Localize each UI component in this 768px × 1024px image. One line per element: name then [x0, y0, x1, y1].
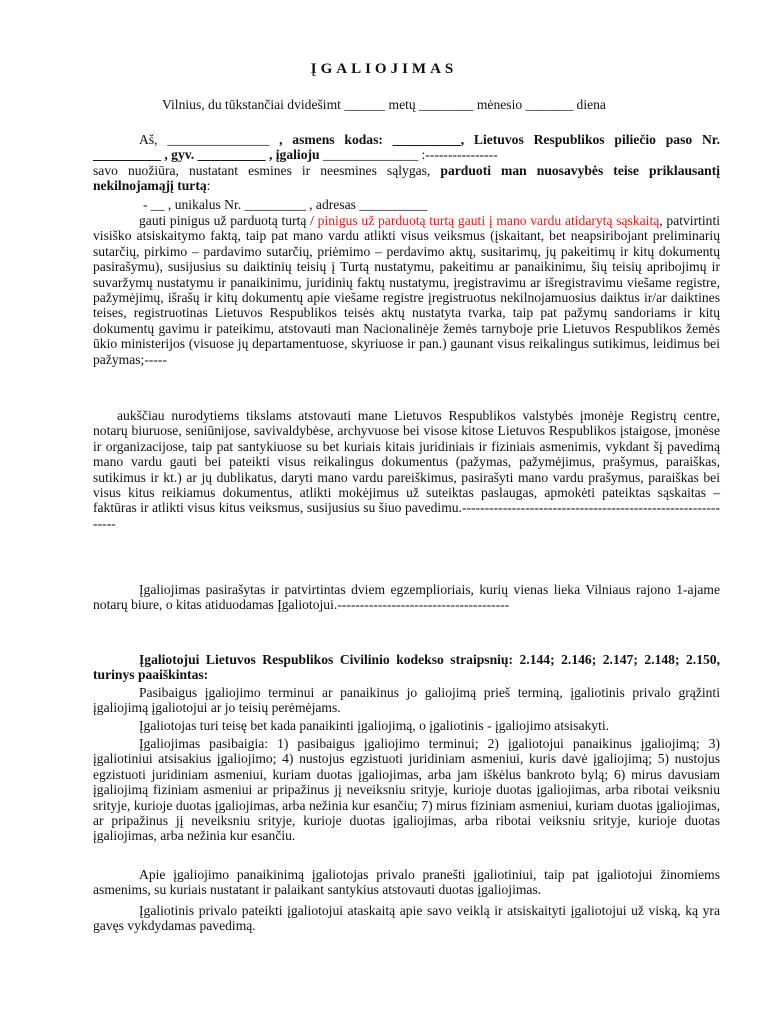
return-paragraph: Pasibaigus įgaliojimo terminui ar panaikinus jo galiojimą prieš terminą, įgaliotinis privalo grąžinti įgaliojimą įgaliotojui ar jo teisių perėmėjams.	[93, 685, 720, 716]
principal-name-text: Aš, _______________	[139, 132, 280, 147]
sale-paragraph	[93, 163, 720, 194]
authorize-keyword: įgalioju	[275, 147, 320, 163]
property-bullet: - __ , unikalus Nr. _________ , adresas __________	[143, 197, 428, 212]
sale-text-c: :	[206, 178, 211, 194]
document-title: ĮGALIOJIMAS	[310, 61, 458, 77]
sale-text-a: savo nuožiūra, nustatant esmines ir neesmines sąlygas,	[93, 163, 441, 178]
notification-paragraph: Apie įgaliojimo panaikinimą įgaliotojas privalo pranešti įgaliotiniui, taip pat įgaliotojui žinomiems asmenims, su kuriais nustatant ir palaikant santykius atstovauti duotas įgaliojimas.	[93, 867, 720, 898]
payment-text-a: gauti pinigus už parduotą turtą /	[139, 213, 318, 228]
copies-paragraph: Įgaliojimas pasirašytas ir patvirtintas dviem egzemplioriais, kurių vienas lieka Vilniaus rajono 1-ajame notarų biure, o kitas atiduodamas Įgaliotojui.--------------------------------------	[93, 582, 720, 613]
date-line: Vilnius, du tūkstančiai dvidešimt ______ metų ________ mėnesio _______ diena	[162, 97, 606, 112]
sale-text-bold: parduoti man nuosavybės teise priklausantį nekilnojamąjį turtą	[93, 163, 721, 194]
payment-text-red: pinigus už parduotą turtą gauti į mano vardu atidarytą sąskaitą	[317, 213, 660, 228]
termination-paragraph: Įgaliojimas pasibaigia: 1) pasibaigus įgaliojimo terminui; 2) įgaliotojui panaikinus įgaliojimą; 3) įgaliotiniui atsisakius įgaliojimo; 4) nustojus egzistuoti juridiniam asmeniui, kuris davė įgaliojimą; 5) nustojus egzistuoti juridiniam asmeniui, kuriam duotas įgaliojimas, arba jam iškėlus bankroto bylą; 6) mirus davusiam įgaliojimą fiziniam asmeniui ar pripažinus jį neveiksniu srityje, kurioje duotas įgaliojimas, arba ribotai veiksniu srityje, kurioje duotas įgaliojimas, arba nežinia kur esančiu; 7) mirus fiziniam asmeniui, kuriam duotas įgaliojimas, ar pripažinus jį neveiksniu srityje, kurioje duotas įgaliojimas, arba ribotai veiksniu srityje, kurioje duotas įgaliojimas, arba nežinia kur esančiu.	[93, 736, 720, 844]
report-paragraph: Įgaliotinis privalo pateikti įgaliotojui ataskaitą apie savo veiklą ir atsiskaityti įgaliotojui už viską, ką yra gavęs vykdydamas pavedimą.	[93, 903, 720, 934]
payment-text-b: , patvirtinti visiško atsiskaitymo faktą, taip pat mano vardu atlikti visus veiksmus (įskaitant, bet neapsiribojant preliminarių sutarčių, pirkimo – pardavimo sutarčių, priėmimo – perdavimo aktų, susitarimų, jų pakeitimų ir kitų dokumentų pasirašymu), susijusius su daiktinių teisių į Turtą nustatymu, pakeitimu ar panaikinimu, šių teisių apribojimų ir suvaržymų nustatymu ir panaikinimu, juridinių faktų nustatymu, įregistravimu ar išregistravimu viešame registre, pažymėjimų, išrašų ir kitų dokumentų apie viešame registre įregistruotus nekilnojamuosius daiktus ir/ar daiktines teises, registruotinas Lietuvos Respublikos teisės aktų nustatyta tvarka, taip pat pažymų sandoriams ir kitų dokumentų gavimu ir pateikimu, atstovauti man Nacionalinėje žemės tarnyboje prie Lietuvos Respublikos žemės ūkio ministerijos (visuose jų departamentuose, skyriuose ir pan.) gaunant visus reikalingus sutikimus, leidimus bei pažymas;-----	[93, 213, 721, 367]
principal-paragraph	[93, 132, 720, 163]
representation-paragraph: aukščiau nurodytiems tikslams atstovauti mane Lietuvos Respublikos valstybės įmonėje Registrų centre, notarų biuruose, seniūnijose, savivaldybėse, archyvuose bei visose kitose Lietuvos Respublikos įstaigose, įmonėse ir organizacijose, taip pat santykiuose su bet kuriais kitais juridiniais ir fiziniais asmenimis, vykdant šį pavedimą mano vardu gauti bei pateikti visus reikalingus dokumentus (pažymas, pažymėjimus, prašymus, paraiškas, sutikimus ir kt.) ar jų dublikatus, daryti mano vardu pareiškimus, pasirašyti mano vardu prašymus, paraiškas bei visus kitus reikiamus dokumentus, atlikti mokėjimus už suteiktas paslaugas, apmokėti pateiktas sąskaitas – faktūras ir atlikti visus kitus veiksmus, susijusius su šiuo pavedimu.--------------------------------------------------------------	[93, 408, 720, 531]
payment-paragraph	[93, 213, 720, 367]
principal-id-text: , asmens kodas: __________, Lietuvos Respublikos piliečio paso Nr. __________ , gyv. __________ ,	[93, 132, 720, 163]
revoke-paragraph: Įgaliotojas turi teisę bet kada panaikinti įgaliojimą, o įgaliotinis - įgaliojimo atsisakyti.	[139, 718, 610, 733]
agent-line-text: ______________ :----------------	[319, 147, 498, 163]
civil-code-heading: Įgaliotojui Lietuvos Respublikos Civilinio kodekso straipsnių: 2.144; 2.146; 2.147; 2.148; 2.150, turinys paaiškintas:	[93, 652, 720, 683]
